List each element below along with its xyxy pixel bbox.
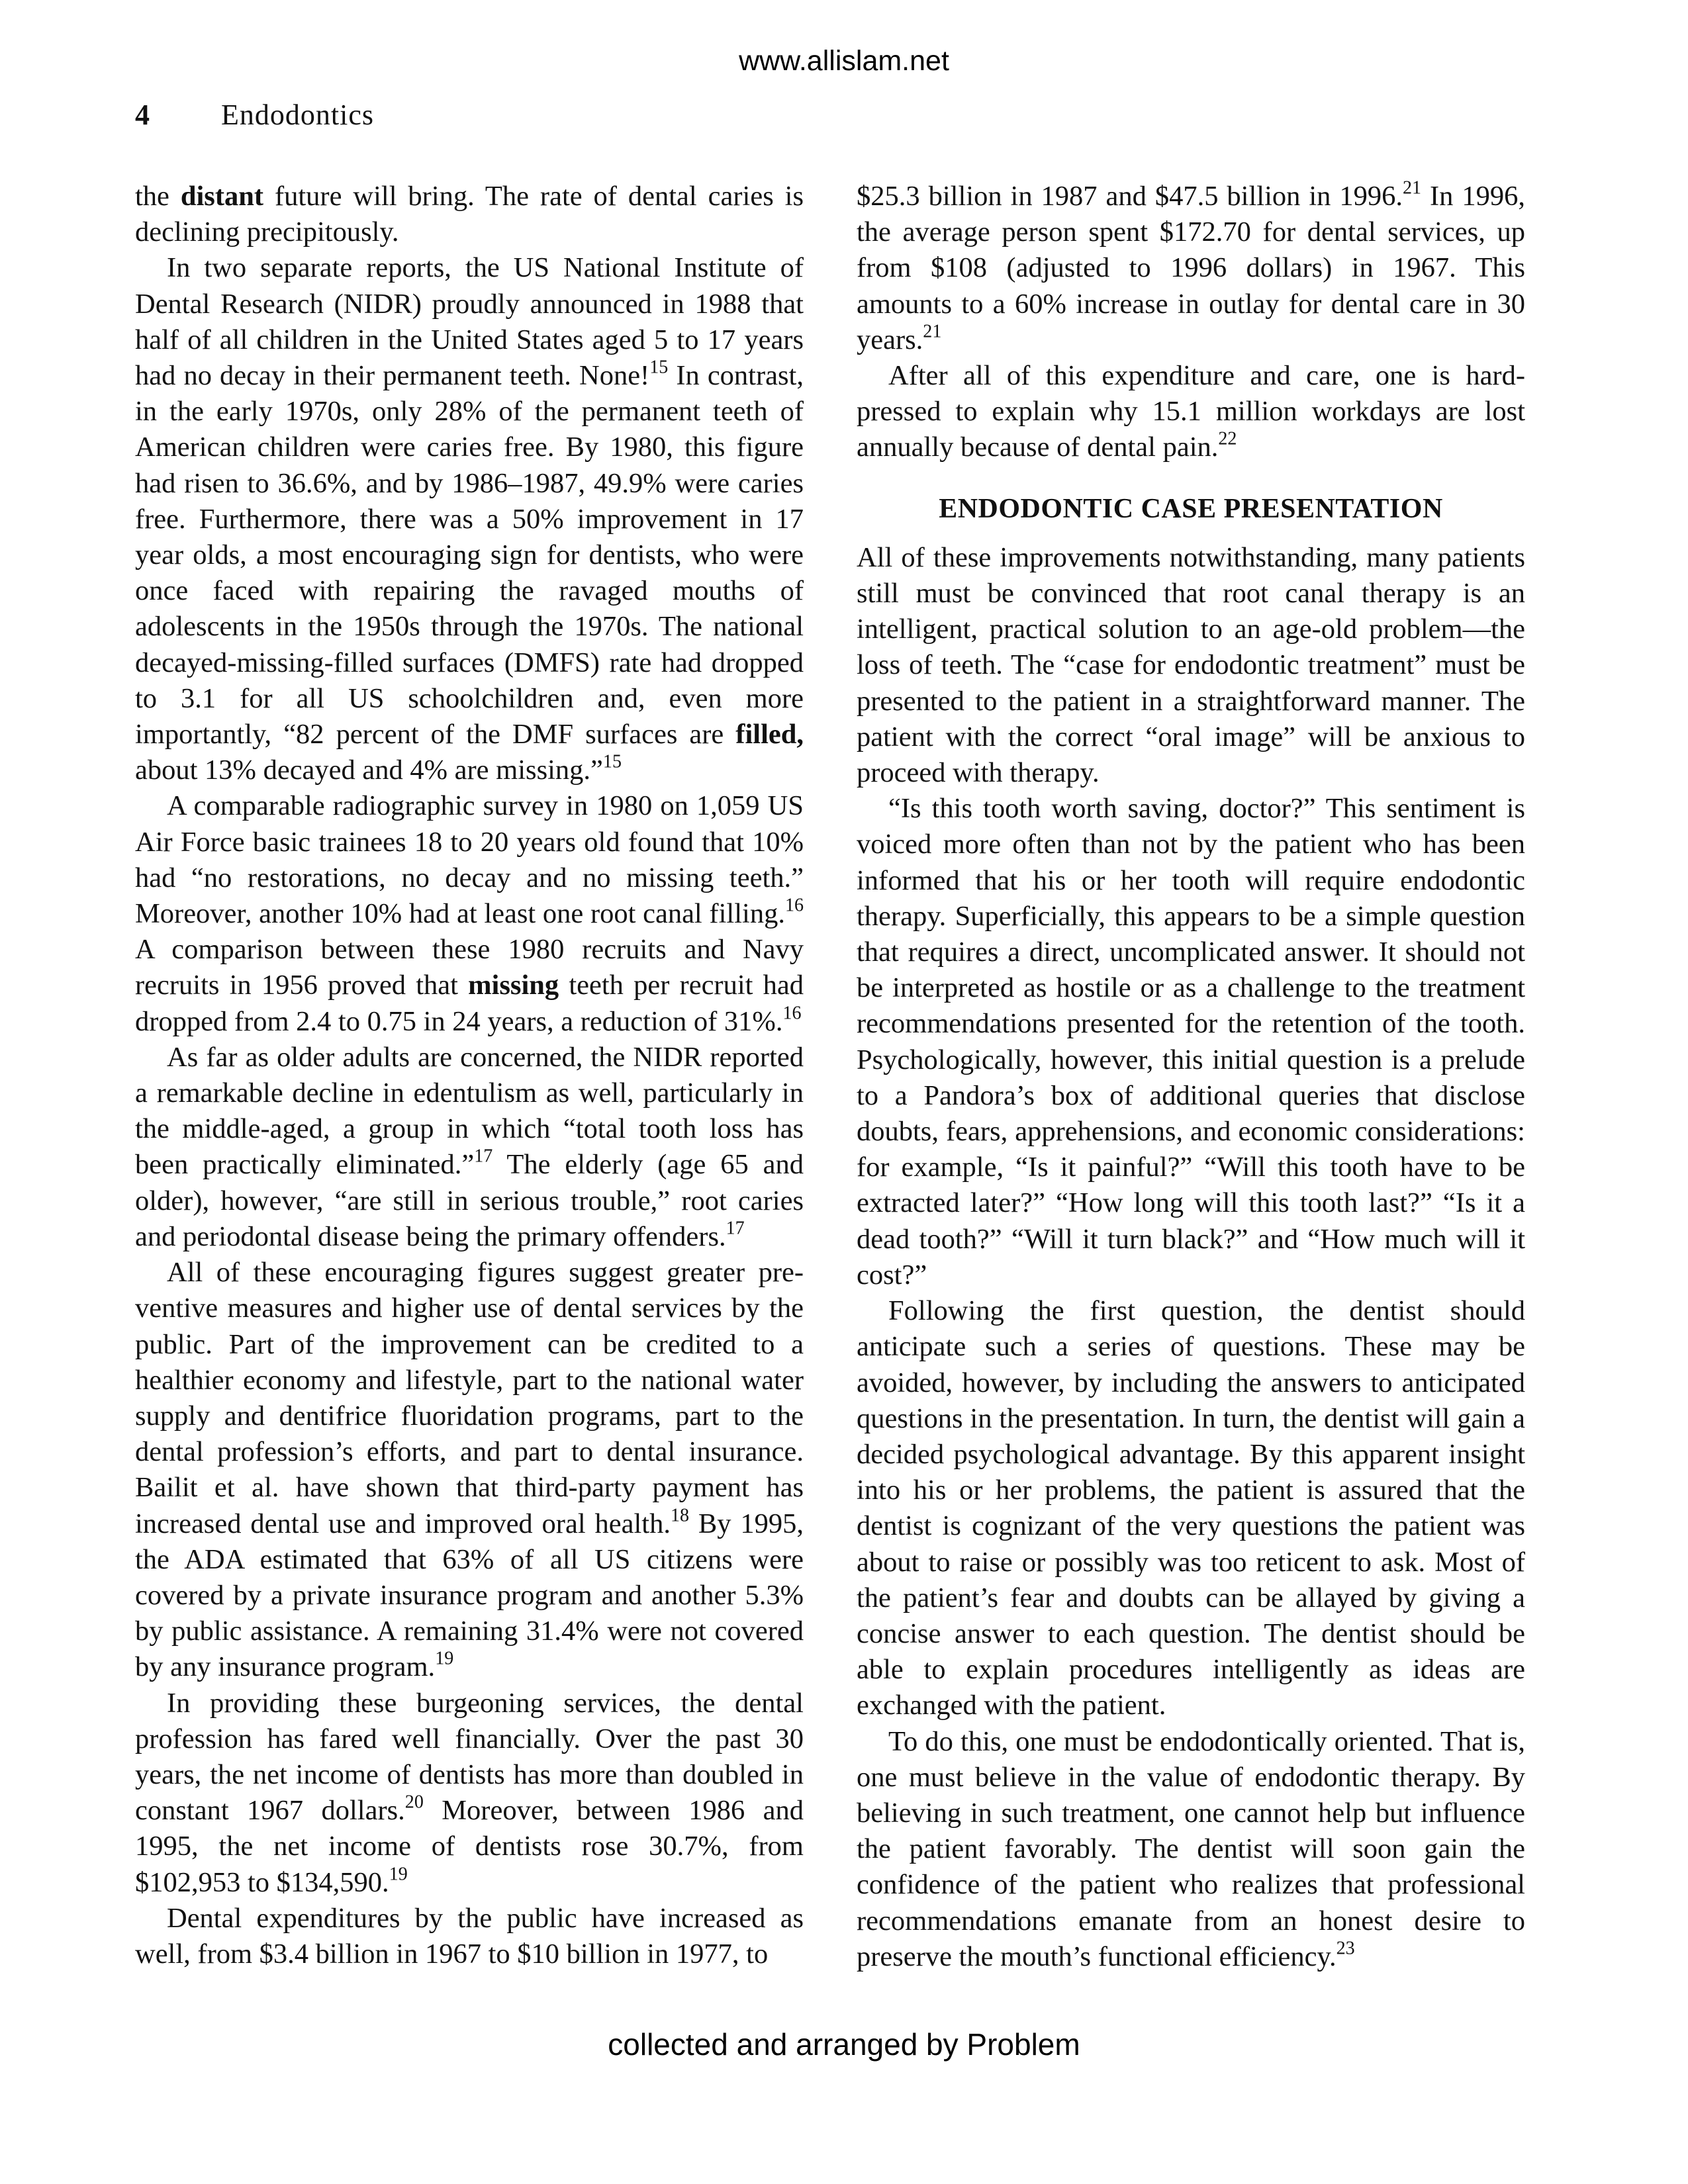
paragraph: All of these improvements notwithstanding, many patients still must be convinced that root canal therapy is an intelligent, practical solution to an age-old problem—the loss of teeth. The “case for endodontic treatment” must be presented to the patient in a straightforward manner. The patient with the correct “oral image” will be anxious to proceed with therapy. xyxy=(857,541,1525,789)
right-column xyxy=(857,179,1525,1975)
left-column xyxy=(135,179,804,1972)
paragraph: In two separate reports, the US National Institute of Dental Research (NIDR) proudly announced in 1988 that half of all children in the United States aged 5 to 17 years had no decay in their permanent teeth. None!$^{15}$ In contrast, in the early 1970s, only 28% of the permanent teeth of American children were caries free. By 1980, this figure had risen to 36.6%, and by 1986–1987, 49.9% were caries free. Furthermore, there was a 50% improvement in 17 year olds, a most encouraging sign for dentists, who were once faced with repairing the ravaged mouths of adolescents in the 1950s through the 1970s. The national decayed-missing-filled surfaces (DMFS) rate had dropped to 3.1 for all US schoolchildren and, even more importantly, “82 percent of the DMF surfaces are filled, about 13% decayed and 4% are missing.”$^{15}$ xyxy=(135,252,804,786)
citation-ref: 20 xyxy=(404,1792,424,1813)
citation-ref: 16 xyxy=(782,1003,802,1024)
citation-ref: 23 xyxy=(1336,1938,1355,1959)
paragraph: To do this, one must be endodontically oriented. That is, one must believe in the value of endodontic therapy. By believing in such treatment, one cannot help but influence the patient favorably. The dentist will soon gain the confidence of the patient who realizes that professional recommendations emanate from an honest desire to preserve the mouth’s functional efficiency.$^{23}$ xyxy=(857,1725,1525,1972)
citation-ref: 16 xyxy=(784,895,804,916)
running-title: Endodontics xyxy=(221,99,374,131)
running-head xyxy=(135,98,374,132)
section-heading: ENDODONTIC CASE PRESENTATION xyxy=(939,493,1443,524)
citation-ref: 15 xyxy=(649,357,669,378)
citation-ref: 22 xyxy=(1218,429,1237,450)
citation-ref: 21 xyxy=(1403,177,1422,199)
emphasis-missing: missing xyxy=(468,970,559,1001)
page-number: 4 xyxy=(135,99,150,131)
paragraph: In providing these burgeoning services, the dental profession has fared well financially. Over the past 30 years, the net income of dentists has more than doubled in constant 1967 dollars.$^{20}$ Moreover, between 1986 and 1995, the net income of dentists rose 30.7%, from $102,953 to $134,590.19 xyxy=(135,1687,804,1898)
paragraph: $25.3 billion in 1987 and $47.5 billion in 1996.21 In 1996, the average person spent $172.70 for dental services, up from $108 (adjusted to 1996 dollars) in 1967. This amounts to a 60% increase in outlay for dental care in 30 years.$^{21}$ xyxy=(857,177,1525,355)
site-url-watermark: www.allislam.net xyxy=(739,45,949,77)
citation-ref: 17 xyxy=(474,1146,493,1167)
paragraph: Dental expenditures by the public have increased as well, from $3.4 billion in 1967 to $10 billion in 1977, to xyxy=(135,1902,804,1970)
paragraph: the distant future will bring. The rate of dental caries is declining precipitously. xyxy=(135,181,804,248)
emphasis-distant: distant xyxy=(180,181,264,212)
footer-credit: collected and arranged by Problem xyxy=(608,2027,1080,2062)
paragraph: Following the first question, the dentist should anticipate such a series of questions. These may be avoided, however, by including the answers to anticipated questions in the presentation. In turn, the dentist will gain a decided psychological advantage. By this apparent insight into his or her problems, the patient is assured that the dentist is cognizant of the very questions the patient was about to raise or possibly was too reticent to ask. Most of the patient’s fear and doubts can be allayed by giving a concise answer to each question. The dentist should be able to explain procedures intelligently as ideas are exchanged with the patient. xyxy=(857,1295,1525,1721)
citation-ref: 21 xyxy=(923,321,942,342)
citation-ref: 15 xyxy=(602,751,622,772)
paragraph: “Is this tooth worth saving, doctor?” This sentiment is voiced more often than not by the patient who has been informed that his or her tooth will require endodontic therapy. Superficially, this appears to be a simple question that requires a direct, uncomplicated answer. It should not be interpreted as hostile or as a challenge to the treatment recommendations presented for the retention of the tooth. Psychologically, however, this initial question is a prelude to a Pandora’s box of additional queries that disclose doubts, fears, apprehensions, and economic considerations: for example, “Is it painful?” “Will this tooth have to be extracted later?” “How long will this tooth last?” “Is it a dead tooth?” “Will it turn black?” and “How much will it cost?” xyxy=(857,793,1525,1291)
emphasis-filled: filled, xyxy=(735,719,804,751)
citation-ref: 19 xyxy=(389,1864,408,1885)
paragraph: All of these encouraging figures suggest greater preventive measures and higher use of dental services by the public. Part of the improvement can be credited to a healthier economy and lifestyle, part to the national water supply and dentifrice fluoridation programs, part to the dental profession’s efforts, and part to dental insurance. Bailit et al. have shown that third-party payment has increased dental use and improved oral health.$^{18}$ By 1995, the ADA estimated that 63% of all US citizens were covered by a private insurance program and another 5.3% by public assistance. A remaining 31.4% were not covered by any insurance program.$^{19}$ xyxy=(135,1257,804,1683)
citation-ref: 19 xyxy=(435,1648,454,1669)
citation-ref: 18 xyxy=(670,1505,690,1526)
paragraph: After all of this expenditure and care, one is hard-pressed to explain why 15.1 million workdays are lost annually because of dental pain.$^{22}$ xyxy=(857,360,1525,463)
citation-ref: 17 xyxy=(726,1218,745,1239)
paragraph: A comparable radiographic survey in 1980 on 1,059 US Air Force basic trainees 18 to 20 years old found that 10% had “no restorations, no decay and no missing teeth.” Moreover, another 10% had at least one root canal filling.$^{16}$ A comparison between these 1980 recruits and Navy recruits in 1956 proved that missing teeth per recruit had dropped from 2.4 to 0.75 in 24 years, a reduction of 31%.$^{16}$ xyxy=(135,790,804,1037)
paragraph: As far as older adults are concerned, the NIDR reported a remarkable decline in edentulism as well, particularly in the middle-aged, a group in which “total tooth loss has been practically eliminated.”$^{17}$ The elderly (age 65 and older), however, “are still in serious trouble,” root caries and periodontal disease being the primary offenders.$^{17}$ xyxy=(135,1041,804,1252)
